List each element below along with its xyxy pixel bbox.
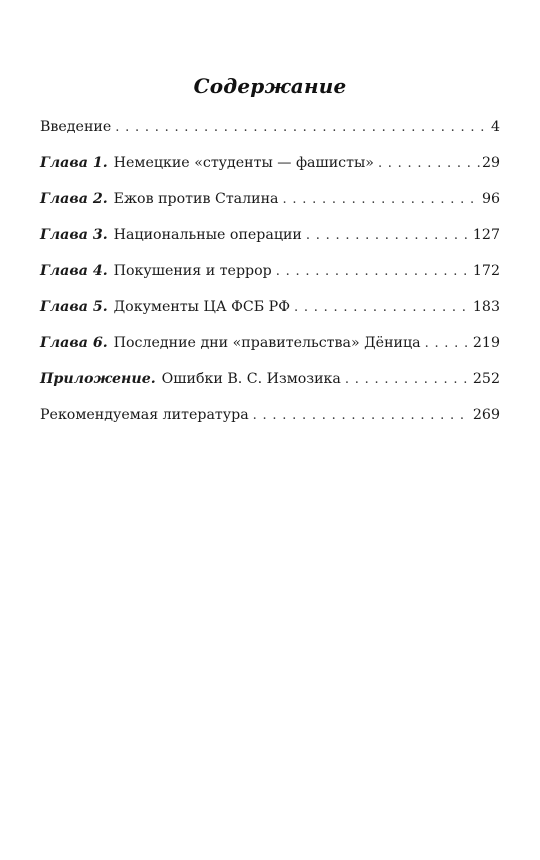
toc-entry-introduction xyxy=(40,117,500,153)
toc-entry-title: Национальные операции xyxy=(113,227,302,243)
toc-entry-page: 269 xyxy=(472,407,500,423)
toc-entry-page: 252 xyxy=(472,371,500,387)
toc-entry-title: Рекомендуемая литература xyxy=(40,407,249,423)
toc-entry-title: Последние дни «правительства» Дёница xyxy=(113,335,421,351)
toc-entry-label: Глава 6. xyxy=(40,335,108,351)
toc-entry-page: 96 xyxy=(481,191,500,207)
toc-entry-title: Покушения и террор xyxy=(113,263,272,279)
dot-leader xyxy=(306,226,471,246)
dot-leader xyxy=(345,370,471,390)
toc-entry-page: 29 xyxy=(481,155,500,171)
toc-entry-page: 127 xyxy=(472,227,500,243)
dot-leader xyxy=(425,334,471,354)
toc-entry-page: 219 xyxy=(472,335,500,351)
toc-entry-chapter-5 xyxy=(40,297,500,333)
toc-entry-label: Глава 4. xyxy=(40,263,108,279)
dot-leader xyxy=(283,190,480,210)
toc-entry-chapter-6 xyxy=(40,333,500,369)
toc-entry-title: Ошибки В. С. Измозика xyxy=(161,371,341,387)
toc-entry-chapter-3 xyxy=(40,225,500,261)
toc-entry-label: Глава 5. xyxy=(40,299,108,315)
toc-entry-recommended-literature xyxy=(40,405,500,441)
dot-leader xyxy=(276,262,471,282)
toc-entry-page: 183 xyxy=(472,299,500,315)
toc-entry-label: Глава 1. xyxy=(40,155,108,171)
toc-entry-title: Ежов против Сталина xyxy=(113,191,279,207)
toc-entry-page: 172 xyxy=(472,263,500,279)
toc-entry-chapter-4 xyxy=(40,261,500,297)
toc-entry-title: Немецкие «студенты — фашисты» xyxy=(113,155,374,171)
toc-entry-chapter-1 xyxy=(40,153,500,189)
dot-leader xyxy=(253,406,471,426)
toc-entry-label: Глава 2. xyxy=(40,191,108,207)
toc-entry-title: Введение xyxy=(40,119,112,135)
toc-entry-appendix xyxy=(40,369,500,405)
toc-title: Содержание xyxy=(193,74,347,98)
dot-leader xyxy=(115,118,489,138)
toc-entry-label: Глава 3. xyxy=(40,227,108,243)
dot-leader xyxy=(378,154,480,174)
toc-entry-title: Документы ЦА ФСБ РФ xyxy=(113,299,290,315)
toc-entry-label: Приложение. xyxy=(40,371,156,387)
toc-entry-chapter-2 xyxy=(40,189,500,225)
dot-leader xyxy=(294,298,471,318)
toc-entry-page: 4 xyxy=(490,119,500,135)
toc-list xyxy=(40,117,500,441)
